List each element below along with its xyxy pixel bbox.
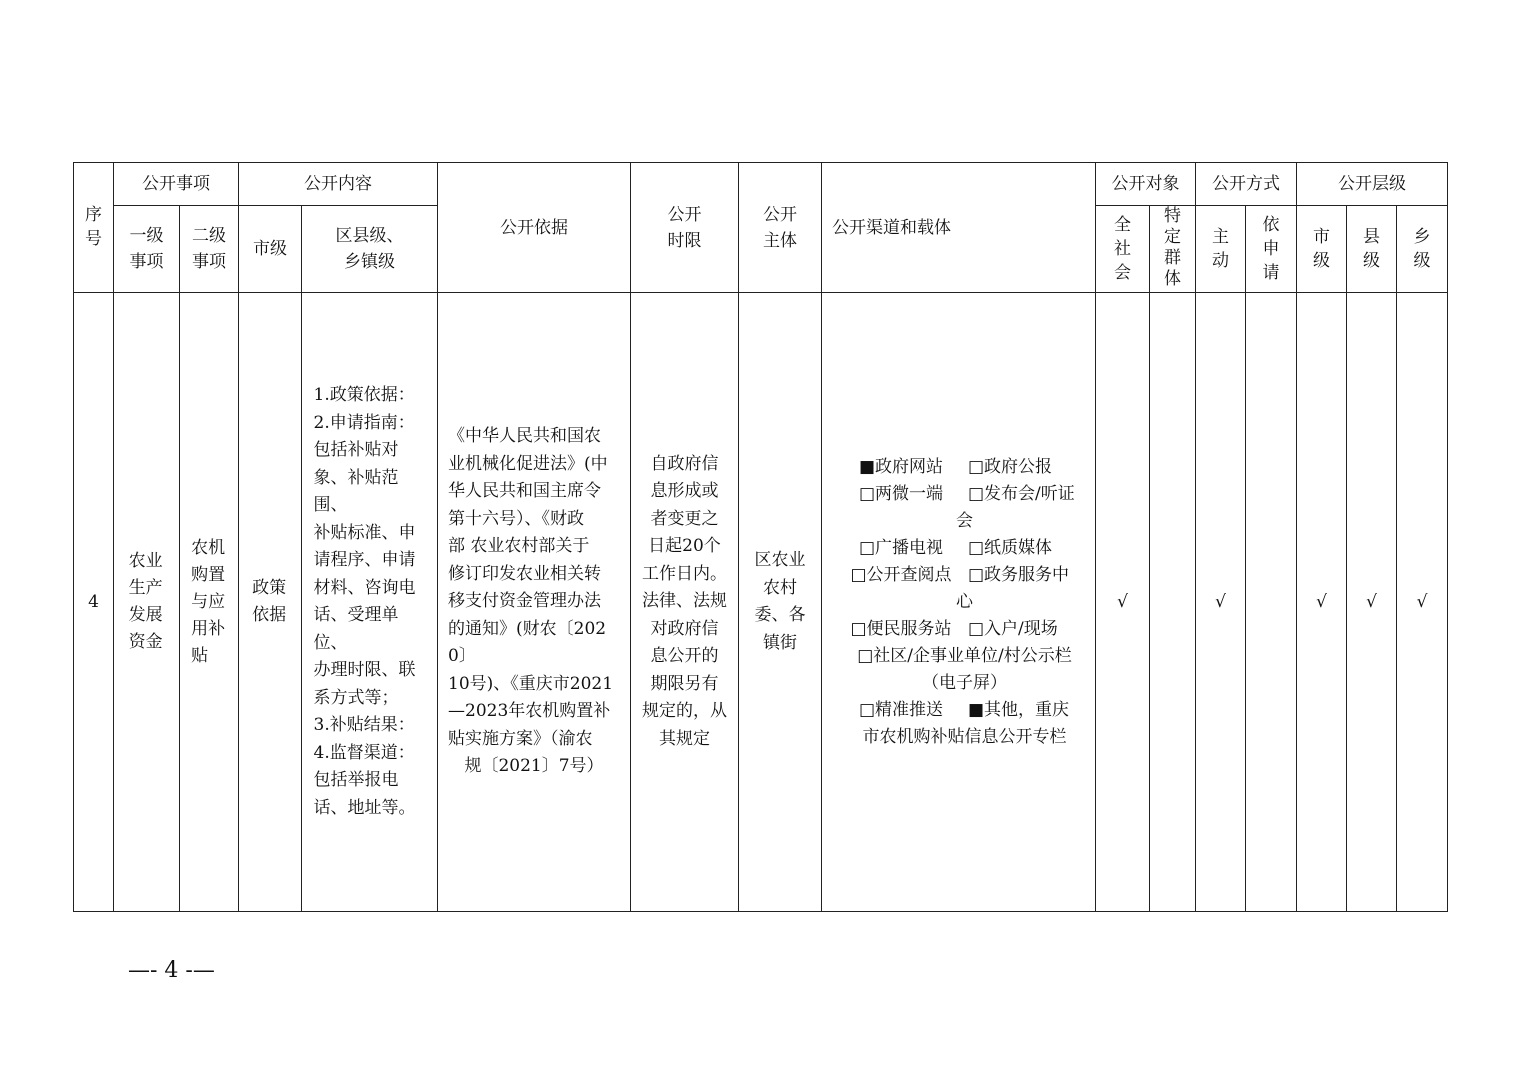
header-tier: 公开层级: [1297, 163, 1448, 206]
header-method: 公开方式: [1196, 163, 1297, 206]
time-limit-line: 工作日内。: [642, 563, 727, 584]
table-row: [74, 293, 1448, 912]
time-limit-line: 息公开的: [650, 646, 719, 667]
content-line: 3.补贴结果：: [313, 715, 415, 735]
header-tier-city: 市级: [1297, 206, 1347, 293]
header-method-request: 依申请: [1246, 206, 1297, 293]
channel-gov-gazette: □政府公报: [968, 456, 1053, 477]
content-line: 请程序、申请: [313, 550, 416, 570]
mark-tier-county: √: [1347, 293, 1397, 912]
time-limit-line: 规定的，从: [642, 701, 727, 722]
channel-reading-point: □公开查阅点: [850, 564, 952, 585]
content-line: 办理时限、联: [313, 660, 416, 680]
content-line: 1.政策依据：: [313, 385, 415, 405]
content-line: 包括补贴对: [313, 440, 399, 460]
row-basis: [438, 293, 631, 912]
row-subject: [739, 293, 822, 912]
header-items: 公开事项: [114, 163, 239, 206]
content-line: 系方式等；: [313, 687, 399, 708]
channel-electronic-screen: （电子屏）: [922, 672, 1007, 693]
header-subject: 公开主体: [739, 163, 822, 293]
content-line: 象、补贴范围、: [313, 467, 399, 515]
row-level1: 农业生产发展资金: [114, 293, 180, 912]
basis-line: 华人民共和国主席令: [448, 481, 601, 502]
content-line: 话、受理单位、: [313, 605, 399, 653]
channel-service-center: □政务服务中: [968, 564, 1070, 585]
header-target-all: 全社会: [1096, 206, 1150, 293]
channel-print-media: □纸质媒体: [968, 537, 1053, 558]
row-time-limit: [631, 293, 739, 912]
row-seq: 4: [74, 293, 114, 912]
header-seq: 序号: [74, 163, 114, 293]
channel-press-hearing: □发布会/听证: [968, 483, 1075, 504]
subject-line: 委、各: [754, 605, 806, 625]
header-target: 公开对象: [1096, 163, 1196, 206]
channel-broadcast-tv: □广播电视: [858, 537, 944, 558]
channel-service-station: □便民服务站: [850, 618, 952, 639]
basis-line: 10号)、《重庆市2021: [448, 673, 614, 694]
row-level2: 农机购置与应用补贴: [180, 293, 239, 912]
row-city-level: 政策依据: [239, 293, 302, 912]
mark-tier-city: √: [1297, 293, 1347, 912]
time-limit-line: 者变更之: [650, 508, 719, 529]
mark-target-specific: [1150, 293, 1196, 912]
mark-method-active: √: [1196, 293, 1246, 912]
basis-line: 移支付资金管理办法: [448, 591, 601, 612]
header-time-limit: 公开时限: [631, 163, 739, 293]
subject-line: 镇街: [763, 632, 797, 653]
mark-method-request: [1246, 293, 1297, 912]
channel-household: □入户/现场: [968, 618, 1058, 639]
page-number: —- 4 -—: [128, 958, 215, 983]
basis-line: 部 农业农村部关于: [448, 536, 590, 557]
content-line: 材料、咨询电: [313, 577, 416, 598]
time-limit-line: 法律、法规: [642, 591, 727, 612]
content-line: 补贴标准、申: [313, 522, 416, 543]
basis-line: 的通知》(财农〔2020〕: [448, 618, 607, 667]
header-method-active: 主动: [1196, 206, 1246, 293]
row-channels: [822, 293, 1096, 912]
basis-line: —2023年农机购置补: [448, 701, 611, 722]
header-level2: 二级事项: [180, 206, 239, 293]
mark-target-all: √: [1096, 293, 1150, 912]
time-limit-line: 其规定: [659, 728, 710, 749]
channel-gov-website: ■政府网站: [858, 456, 944, 477]
disclosure-table: [73, 162, 1448, 912]
row-county-content: [302, 293, 438, 912]
basis-line: 第十六号）、《财政: [448, 508, 584, 529]
time-limit-line: 自政府信: [650, 453, 719, 474]
channel-wrap-text: 心: [956, 591, 973, 612]
basis-line: 贴实施方案》（渝农: [448, 728, 593, 749]
basis-line: 《中华人民共和国农: [448, 426, 601, 447]
subject-line: 区农业: [754, 550, 806, 570]
time-limit-line: 日起20个: [648, 536, 721, 557]
subject-line: 农村: [763, 577, 797, 598]
content-line: 话、地址等。: [313, 797, 416, 818]
header-channels: 公开渠道和载体: [822, 163, 1096, 293]
channel-other-detail: 市农机购补贴信息公开专栏: [862, 726, 1067, 747]
header-basis: 公开依据: [438, 163, 631, 293]
time-limit-line: 期限另有: [650, 673, 719, 694]
channel-other: ■其他，重庆: [968, 699, 1070, 720]
time-limit-line: 对政府信: [650, 618, 719, 639]
channel-wrap-text: 会: [956, 510, 973, 531]
header-tier-town: 乡级: [1397, 206, 1448, 293]
time-limit-line: 息形成或: [650, 481, 719, 502]
channel-bulletin-board: □社区/企事业单位/村公示栏: [857, 645, 1072, 666]
mark-tier-town: √: [1397, 293, 1448, 912]
header-tier-county: 县级: [1347, 206, 1397, 293]
header-target-specific: 特定群体: [1150, 206, 1196, 293]
header-level1: 一级事项: [114, 206, 180, 293]
content-line: 2.申请指南：: [313, 412, 415, 433]
content-line: 包括举报电: [313, 770, 399, 790]
channel-targeted-push: □精准推送: [858, 699, 944, 720]
basis-line: 业机械化促进法》(中: [448, 453, 608, 474]
content-line: 4.监督渠道：: [313, 742, 415, 763]
channel-wechat-weibo-app: □两微一端: [858, 483, 944, 504]
header-content: 公开内容: [239, 163, 438, 206]
basis-line: 修订印发农业相关转: [448, 563, 601, 584]
header-county-town-level: 区县级、乡镇级: [302, 206, 438, 293]
basis-line: 规〔2021〕7号）: [464, 756, 604, 777]
header-city-level: 市级: [239, 206, 302, 293]
